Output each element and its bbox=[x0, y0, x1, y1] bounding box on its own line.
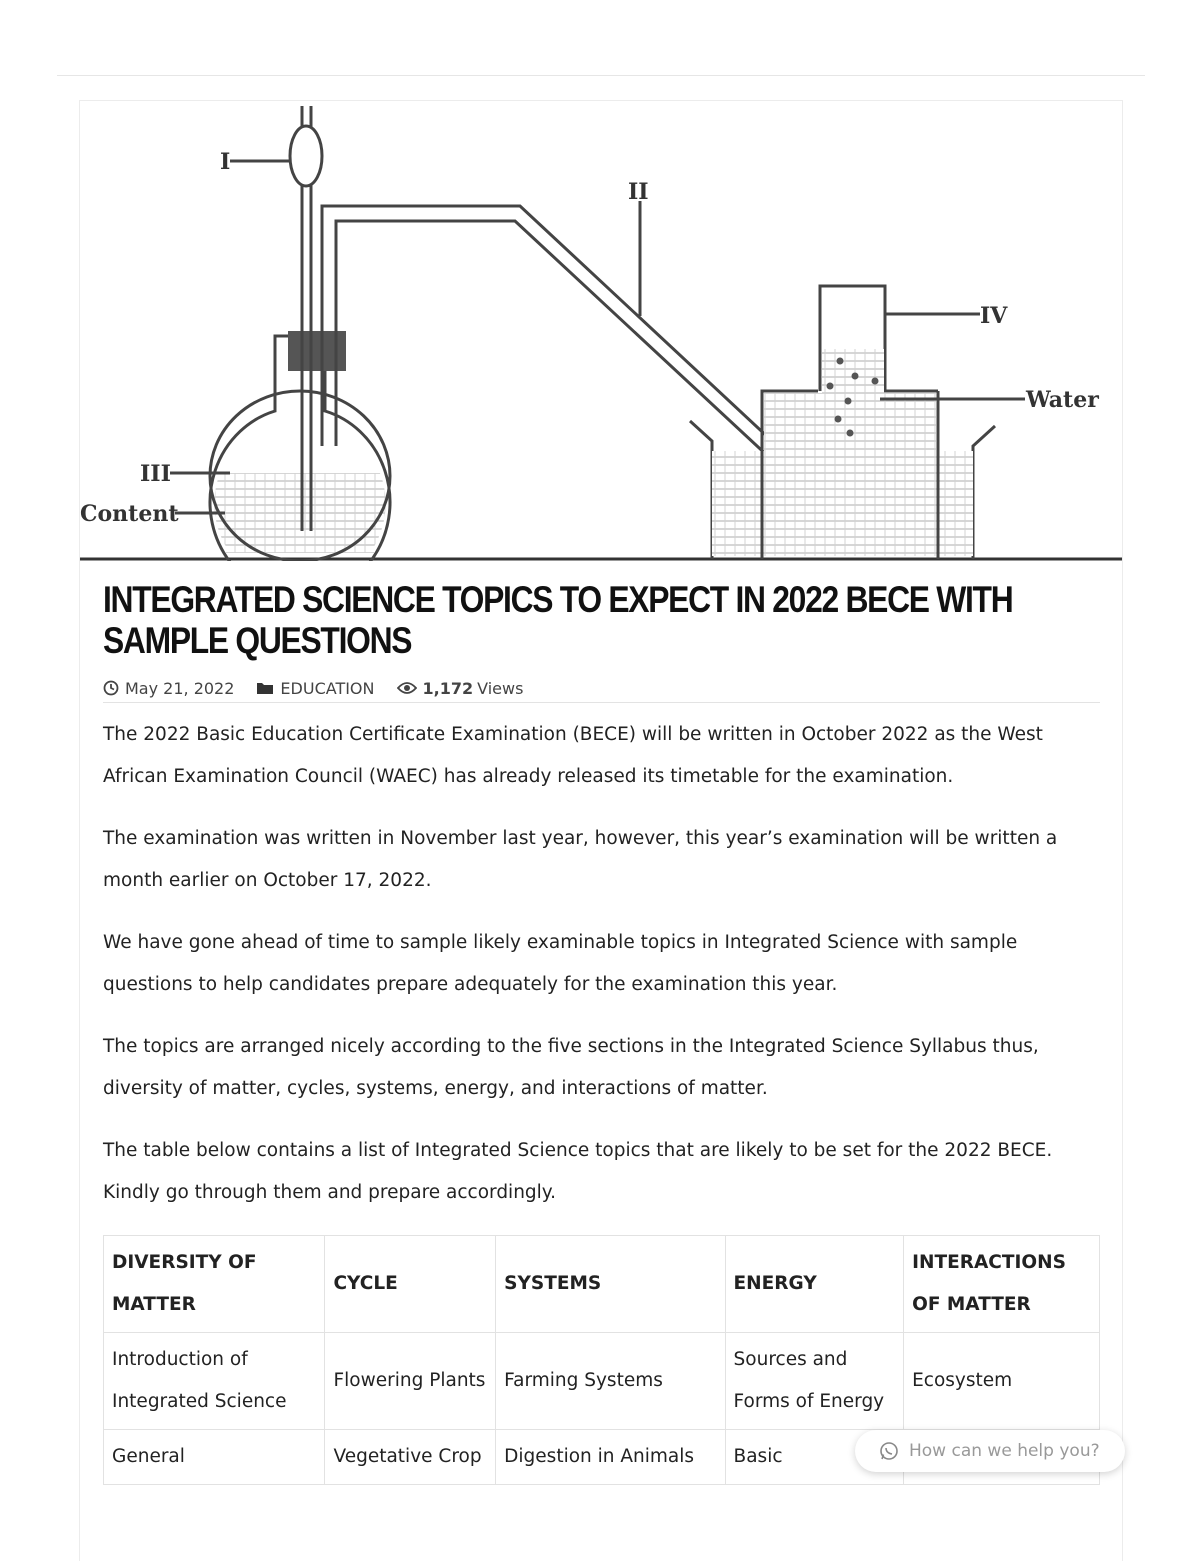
paragraph-1: The 2022 Basic Education Certificate Examination (BECE) will be written in October 2022 as the West African Examination Council (WAEC) has already released its timetable for the examination. bbox=[103, 724, 1043, 787]
top-divider bbox=[57, 75, 1145, 76]
category-link[interactable]: EDUCATION bbox=[280, 678, 375, 698]
paragraph-5: The table below contains a list of Integrated Science topics that are likely to be set for the 2022 BECE. Kindly go through them and prepare accordingly. bbox=[103, 1140, 1053, 1203]
article-title: INTEGRATED SCIENCE TOPICS TO EXPECT IN 2022 BECE WITH SAMPLE QUESTIONS bbox=[103, 579, 1013, 661]
label-content: Content bbox=[80, 501, 179, 527]
chat-widget-button[interactable] bbox=[855, 1430, 1125, 1472]
label-iv: IV bbox=[980, 303, 1008, 329]
article-card bbox=[79, 100, 1123, 1561]
table-cell: General bbox=[104, 1430, 325, 1485]
eye-icon bbox=[397, 681, 417, 695]
meta-category[interactable] bbox=[256, 679, 374, 698]
table-cell: Digestion in Animals bbox=[496, 1430, 725, 1485]
table-header-row bbox=[104, 1236, 1100, 1333]
header-cycle: CYCLE bbox=[325, 1236, 496, 1333]
table-cell: Introduction of Integrated Science bbox=[104, 1333, 325, 1430]
header-diversity: DIVERSITY OF MATTER bbox=[104, 1236, 325, 1333]
table-cell: Ecosystem bbox=[904, 1333, 1100, 1430]
header-energy: ENERGY bbox=[725, 1236, 904, 1333]
header-interactions: INTERACTIONS OF MATTER bbox=[904, 1236, 1100, 1333]
label-ii: II bbox=[628, 179, 649, 205]
meta-date bbox=[103, 679, 234, 698]
meta-views bbox=[397, 679, 524, 698]
whatsapp-icon bbox=[879, 1441, 899, 1461]
folder-icon bbox=[256, 681, 274, 695]
paragraph-4: The topics are arranged nicely according to the five sections in the Integrated Science Syllabus thus, diversity of matter, cycles, systems, energy, and interactions of matter. bbox=[103, 1036, 1039, 1099]
header-systems: SYSTEMS bbox=[496, 1236, 725, 1333]
article-body bbox=[103, 714, 1093, 1234]
label-iii: III bbox=[140, 461, 171, 487]
views-label: Views bbox=[477, 678, 524, 698]
label-water: Water bbox=[1026, 387, 1099, 413]
paragraph-2: The examination was written in November last year, however, this year’s examination will be written a month earlier on October 17, 2022. bbox=[103, 828, 1058, 891]
clock-icon bbox=[103, 680, 119, 696]
table-cell: Basic bbox=[725, 1430, 904, 1485]
paragraph-3: We have gone ahead of time to sample likely examinable topics in Integrated Science with sample questions to help candidates prepare adequately for the examination this year. bbox=[103, 932, 1018, 995]
featured-image-distillation-diagram bbox=[80, 101, 1122, 561]
table-cell: Farming Systems bbox=[496, 1333, 725, 1430]
table-cell: Sources and Forms of Energy bbox=[725, 1333, 904, 1430]
label-i: I bbox=[220, 149, 231, 175]
table-cell: Flowering Plants bbox=[325, 1333, 496, 1430]
article-meta bbox=[103, 675, 545, 701]
meta-divider bbox=[103, 702, 1100, 703]
table-cell: Vegetative Crop bbox=[325, 1430, 496, 1485]
date-text: May 21, 2022 bbox=[125, 678, 235, 698]
chat-placeholder: How can we help you? bbox=[909, 1441, 1100, 1461]
table-row bbox=[104, 1333, 1100, 1430]
views-count: 1,172 bbox=[422, 678, 474, 698]
